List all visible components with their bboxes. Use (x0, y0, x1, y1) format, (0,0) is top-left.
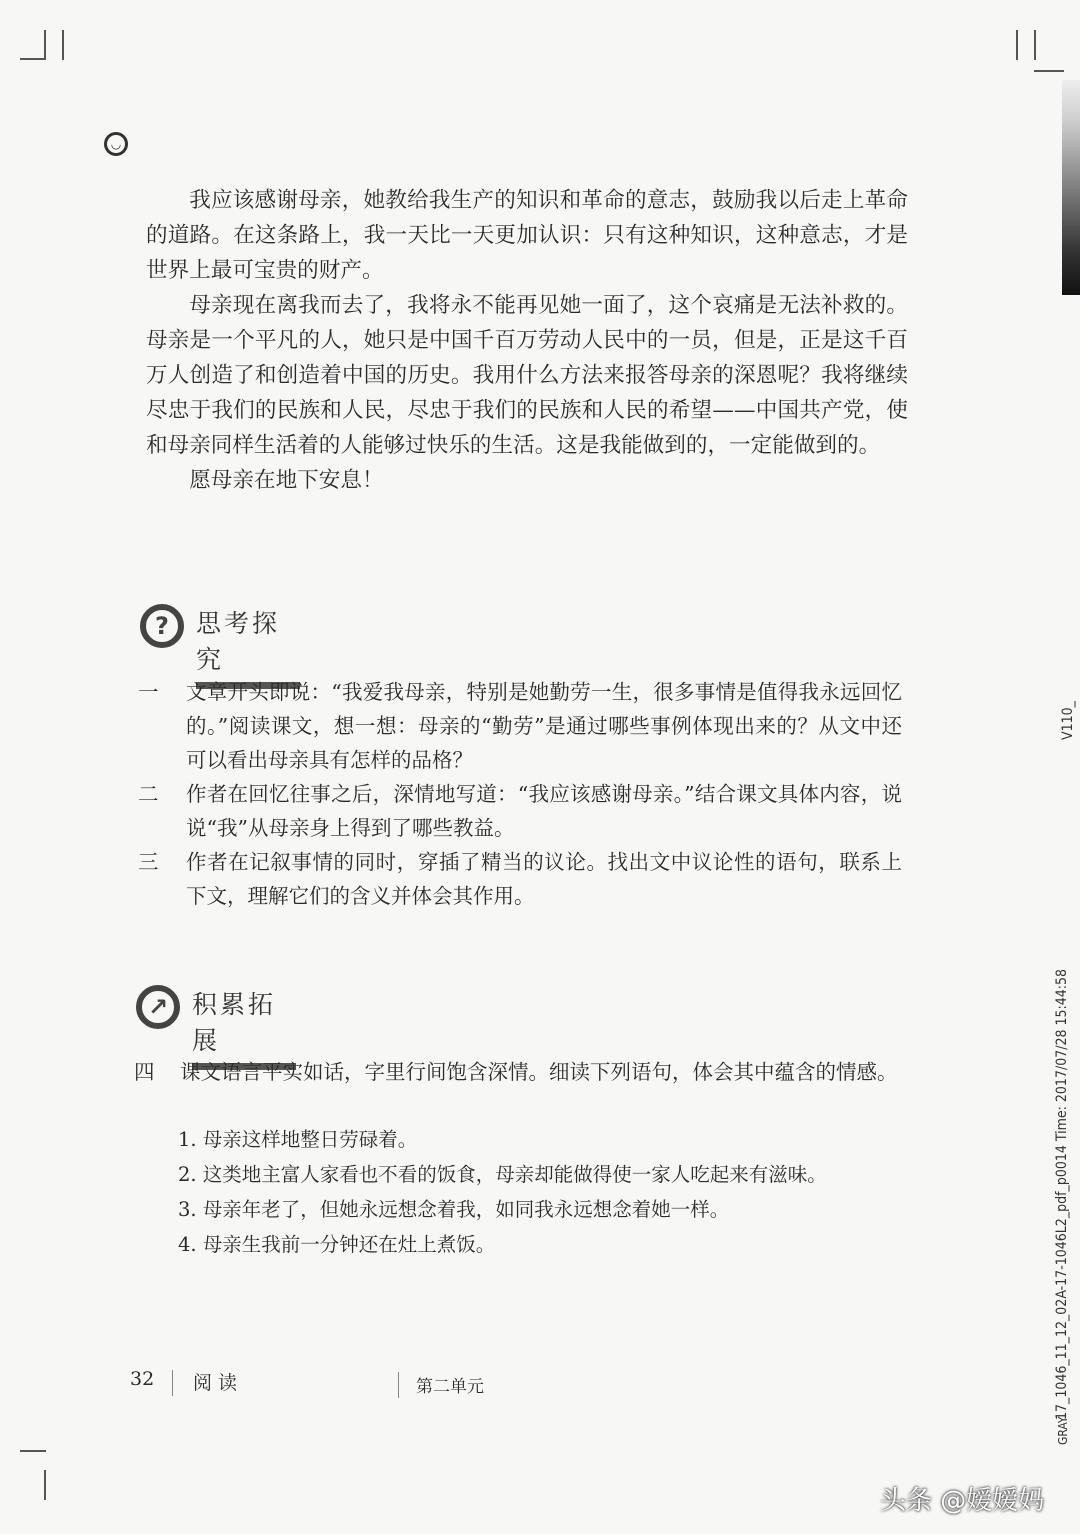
grayscale-bar (1062, 80, 1080, 295)
crop-mark (44, 1470, 46, 1500)
crop-mark (20, 1450, 46, 1452)
question-list (134, 1055, 902, 1089)
sentence-item: 2. 这类地主富人家看也不看的饭食，母亲却能做得使一家人吃起来有滋味。 (178, 1163, 827, 1186)
question-text: 课文语言平实如话，字里行间饱含深情。细读下列语句，体会其中蕴含的情感。 (180, 1060, 898, 1084)
crop-mark (1016, 30, 1018, 60)
body-text (146, 183, 908, 498)
question-text: 文章开头即说：“我爱我母亲，特别是她勤劳一生，很多事情是值得我永远回忆的。”阅读课文，想一想：母亲的“勤劳”是通过哪些事例体现出来的？从文中还可以看出母亲具有怎样的品格？ (186, 680, 902, 772)
crop-mark (1034, 30, 1036, 60)
page-number: 32 (130, 1368, 155, 1390)
question-item (138, 675, 902, 777)
sentence-item: 1. 母亲这样地整日劳碌着。 (178, 1128, 418, 1151)
sentence-item: 3. 母亲年老了，但她永远想念着我，如同我永远想念着她一样。 (178, 1198, 730, 1221)
question-number: 三 (138, 850, 159, 874)
footer-section: 阅 读 (193, 1372, 238, 1394)
sentence-item: 4. 母亲生我前一分钟还在灶上煮饭。 (178, 1233, 496, 1256)
footer-unit: 第二单元 (416, 1377, 484, 1397)
sentence-list (178, 1122, 827, 1262)
crop-mark (1034, 70, 1064, 72)
question-icon: ? (140, 604, 184, 648)
color-mode-label: GRAY (1056, 1416, 1070, 1445)
watermark: 头条 @嫒嫒妈 (880, 1486, 1045, 1516)
smiley-icon: ◡ (104, 132, 128, 156)
divider (398, 1372, 399, 1398)
question-item (134, 1055, 902, 1089)
question-text: 作者在记叙事情的同时，穿插了精当的议论。找出文中议论性的语句，联系上下文，理解它们的含义并体会其作用。 (186, 850, 902, 908)
question-item (138, 777, 902, 845)
question-list (138, 675, 902, 913)
divider (172, 1370, 173, 1396)
print-job-info: 17_1046_11_12_02A-17-1046L2_pdf_p0014 Time: 2017/07/28 15:44:58 (1054, 968, 1070, 1420)
question-number: 一 (138, 680, 159, 704)
question-item (138, 845, 902, 913)
paragraph: 我应该感谢母亲，她教给我生产的知识和革命的意志，鼓励我以后走上革命的道路。在这条路上，我一天比一天更加认识：只有这种知识，这种意志，才是世界上最可宝贵的财产。 (146, 188, 908, 283)
question-number: 二 (138, 782, 159, 806)
section-title: 思考探究 (196, 604, 300, 689)
paragraph: 愿母亲在地下安息！ (189, 468, 384, 493)
question-text: 作者在回忆往事之后，深情地写道：“我应该感谢母亲。”结合课文具体内容，说说“我”从母亲身上得到了哪些教益。 (186, 782, 902, 840)
paragraph: 母亲现在离我而去了，我将永不能再见她一面了，这个哀痛是无法补救的。母亲是一个平凡的人，她只是中国千百万劳动人民中的一员，但是，正是这千百万人创造了和创造着中国的历史。我用什么方法来报答母亲的深恩呢？我将继续尽忠于我们的民族和人民，尽忠于我们的民族和人民的希望——中国共产党，使和母亲同样生活着的人能够过快乐的生活。这是我能做到的，一定能做到的。 (146, 293, 908, 458)
question-number: 四 (134, 1060, 155, 1084)
crop-mark (62, 30, 64, 60)
target-arrow-icon: ↗ (136, 985, 180, 1029)
version-label: V110_ (1060, 701, 1076, 740)
section-title: 积累拓展 (192, 985, 296, 1070)
crop-mark (44, 30, 46, 60)
crop-mark (20, 58, 46, 60)
